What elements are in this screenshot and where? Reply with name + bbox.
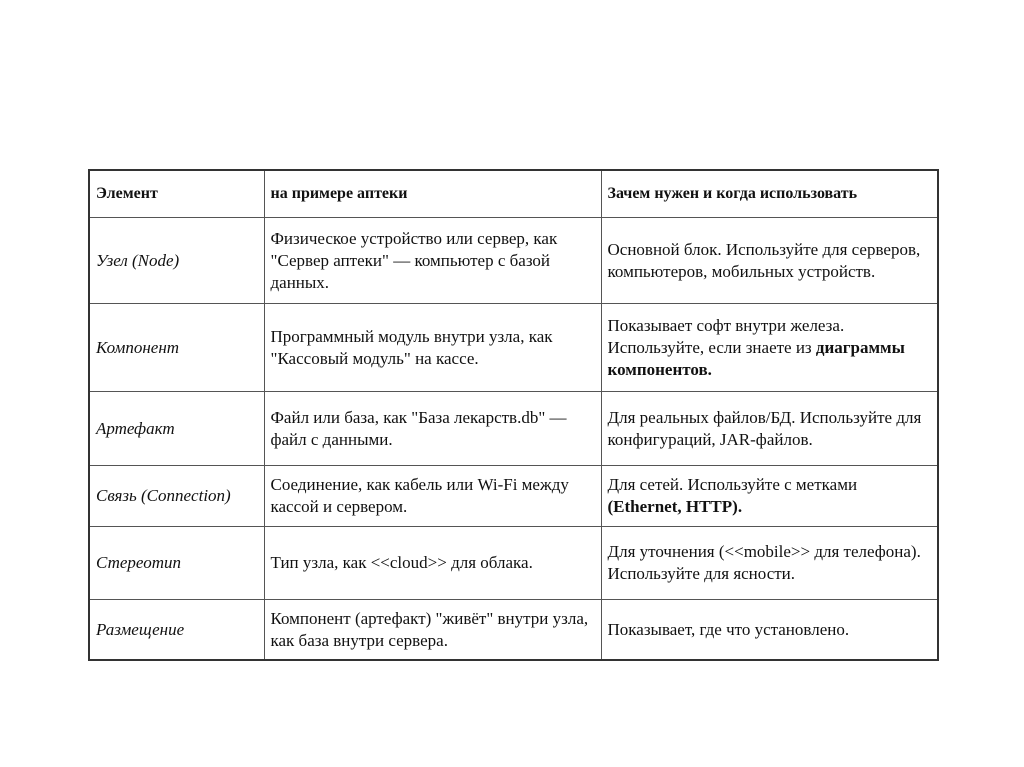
cell-usage	[601, 466, 938, 527]
table-row	[89, 466, 938, 527]
deployment-elements-table	[88, 169, 939, 661]
cell-example: Соединение, как кабель или Wi-Fi между кассой и сервером.	[264, 466, 601, 527]
cell-usage	[601, 304, 938, 392]
cell-usage	[601, 218, 938, 304]
table-row	[89, 304, 938, 392]
cell-usage	[601, 527, 938, 600]
table-row	[89, 527, 938, 600]
table-row	[89, 218, 938, 304]
cell-element: Узел (Node)	[89, 218, 264, 304]
usage-text: Для реальных файлов/БД. Используйте для конфигураций, JAR-файлов.	[607, 407, 922, 449]
usage-text: Для уточнения (<<mobile>> для телефона). Используйте для ясности.	[607, 542, 921, 583]
header-usage: Зачем нужен и когда использовать	[601, 170, 938, 218]
cell-example: Файл или база, как "База лекарств.db" — файл с данными.	[264, 392, 601, 466]
cell-example: Физическое устройство или сервер, как "Сервер аптеки" — компьютер с базой данных.	[264, 218, 601, 304]
cell-element: Связь (Connection)	[89, 466, 264, 527]
cell-example: Тип узла, как <<cloud>> для облака.	[264, 527, 601, 600]
cell-element: Размещение	[89, 600, 264, 661]
cell-usage	[601, 600, 938, 661]
cell-usage	[601, 392, 938, 466]
usage-text: Показывает софт внутри железа. Используйте, если знаете из	[607, 315, 845, 357]
header-element: Элемент	[89, 170, 264, 218]
usage-text: Показывает, где что установлено.	[607, 619, 850, 639]
table-row	[89, 600, 938, 661]
slide-table-container	[88, 169, 937, 661]
cell-element: Стереотип	[89, 527, 264, 600]
cell-element: Артефакт	[89, 392, 264, 466]
usage-bold-text: диаграммы компонентов.	[607, 337, 905, 379]
cell-element: Компонент	[89, 304, 264, 392]
cell-example: Компонент (артефакт) "живёт" внутри узла, как база внутри сервера.	[264, 600, 601, 661]
table-header-row	[89, 170, 938, 218]
usage-text: Основной блок. Используйте для серверов, компьютеров, мобильных устройств.	[607, 239, 921, 281]
table-row	[89, 392, 938, 466]
usage-text: Для сетей. Используйте с метками	[607, 475, 858, 494]
usage-bold-text: (Ethernet, HTTP).	[607, 497, 743, 516]
cell-example: Программный модуль внутри узла, как "Кассовый модуль" на кассе.	[264, 304, 601, 392]
header-example: на примере аптеки	[264, 170, 601, 218]
